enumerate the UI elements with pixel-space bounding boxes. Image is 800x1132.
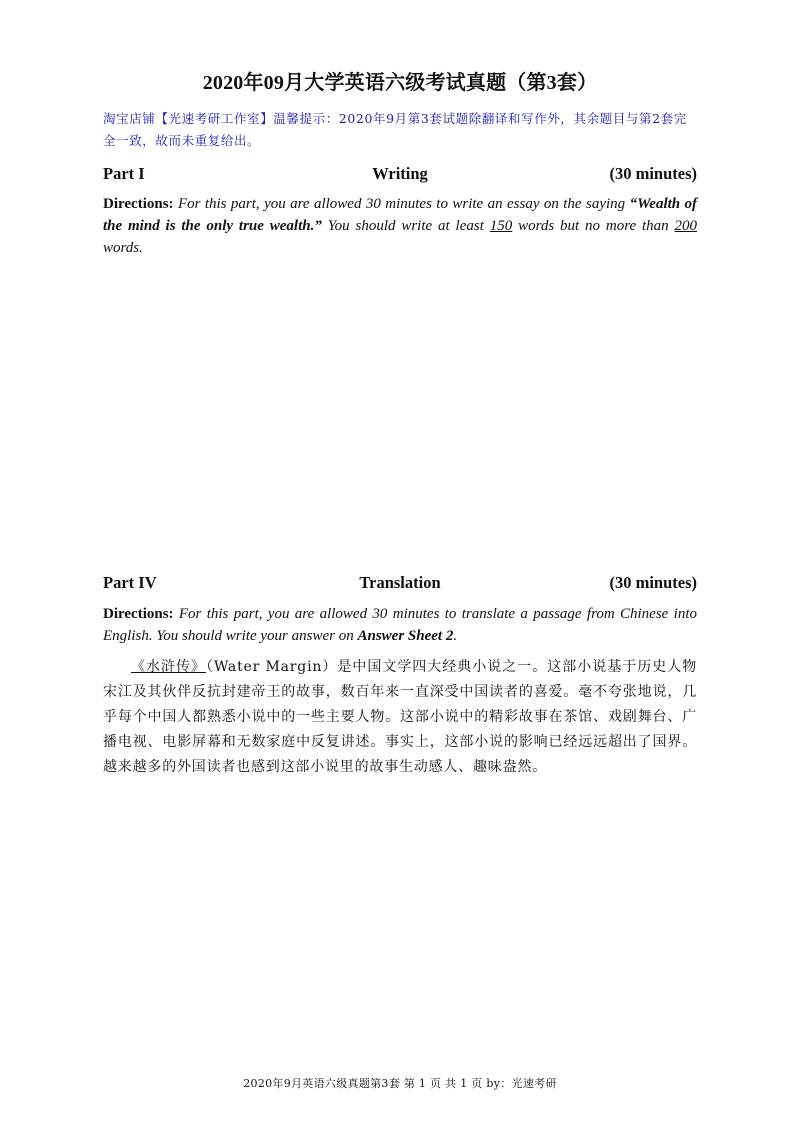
writing-min-words: 150 bbox=[489, 218, 513, 234]
translation-part-label: Part IV bbox=[103, 573, 157, 592]
translation-section-time: (30 minutes) bbox=[609, 573, 697, 592]
writing-section-name: Writing bbox=[372, 164, 428, 183]
writing-part-label: Part I bbox=[103, 164, 145, 183]
writing-directions-label: Directions: bbox=[103, 196, 174, 212]
shop-notice: 淘宝店铺【光速考研工作室】温馨提示：2020年9月第3套试题除翻译和写作外，其余题目与第2套完全一致，故而未重复给出。 bbox=[103, 111, 687, 148]
passage-text: （Water Margin）是中国文学四大经典小说之一。这部小说基于历史人物宋江及其伙伴反抗封建帝王的故事，数百年来一直深受中国读者的喜爱。毫不夸张地说，几乎每个中国人都熟悉小说中的一些主要人物。这部小说中的精彩故事在茶馆、戏剧舞台、广播电视、电影屏幕和无数家庭中反复讲述。事实上，这部小说的影响已经远远超出了国界。越来越多的外国读者也感到这部小说里的故事生动感人、趣味盎然。 bbox=[103, 659, 697, 775]
writing-directions bbox=[103, 193, 697, 259]
writing-directions-text-3: words but no more than bbox=[518, 218, 669, 234]
translation-directions-text-1: For this part, you are allowed 30 minutes to translate a passage from Chinese into English. You should write your answer on bbox=[103, 606, 698, 644]
translation-section-header bbox=[103, 573, 697, 595]
writing-section-header bbox=[103, 164, 697, 186]
writing-max-words: 200 bbox=[674, 218, 698, 234]
writing-saying: “Wealth of the mind is the only true wealth.” bbox=[103, 196, 698, 234]
writing-directions-text-4: words. bbox=[103, 240, 143, 256]
translation-section-name: Translation bbox=[359, 573, 441, 592]
translation-directions-text-2: . bbox=[453, 628, 458, 644]
writing-directions-text-2: You should write at least bbox=[327, 218, 484, 234]
page-footer: 2020年9月英语六级真题第3套 第 1 页 共 1 页 by：光速考研 bbox=[243, 1077, 557, 1090]
translation-directions-label: Directions: bbox=[103, 606, 174, 622]
writing-directions-text-1: For this part, you are allowed 30 minutes to write an essay on the saying bbox=[177, 196, 626, 212]
page-title: 2020年09月大学英语六级考试真题（第3套） bbox=[202, 72, 598, 94]
book-title: 《水浒传》 bbox=[131, 659, 206, 675]
translation-passage bbox=[103, 655, 697, 780]
answer-sheet-label: Answer Sheet 2 bbox=[357, 628, 454, 644]
translation-directions bbox=[103, 603, 697, 647]
writing-section-time: (30 minutes) bbox=[609, 164, 697, 183]
